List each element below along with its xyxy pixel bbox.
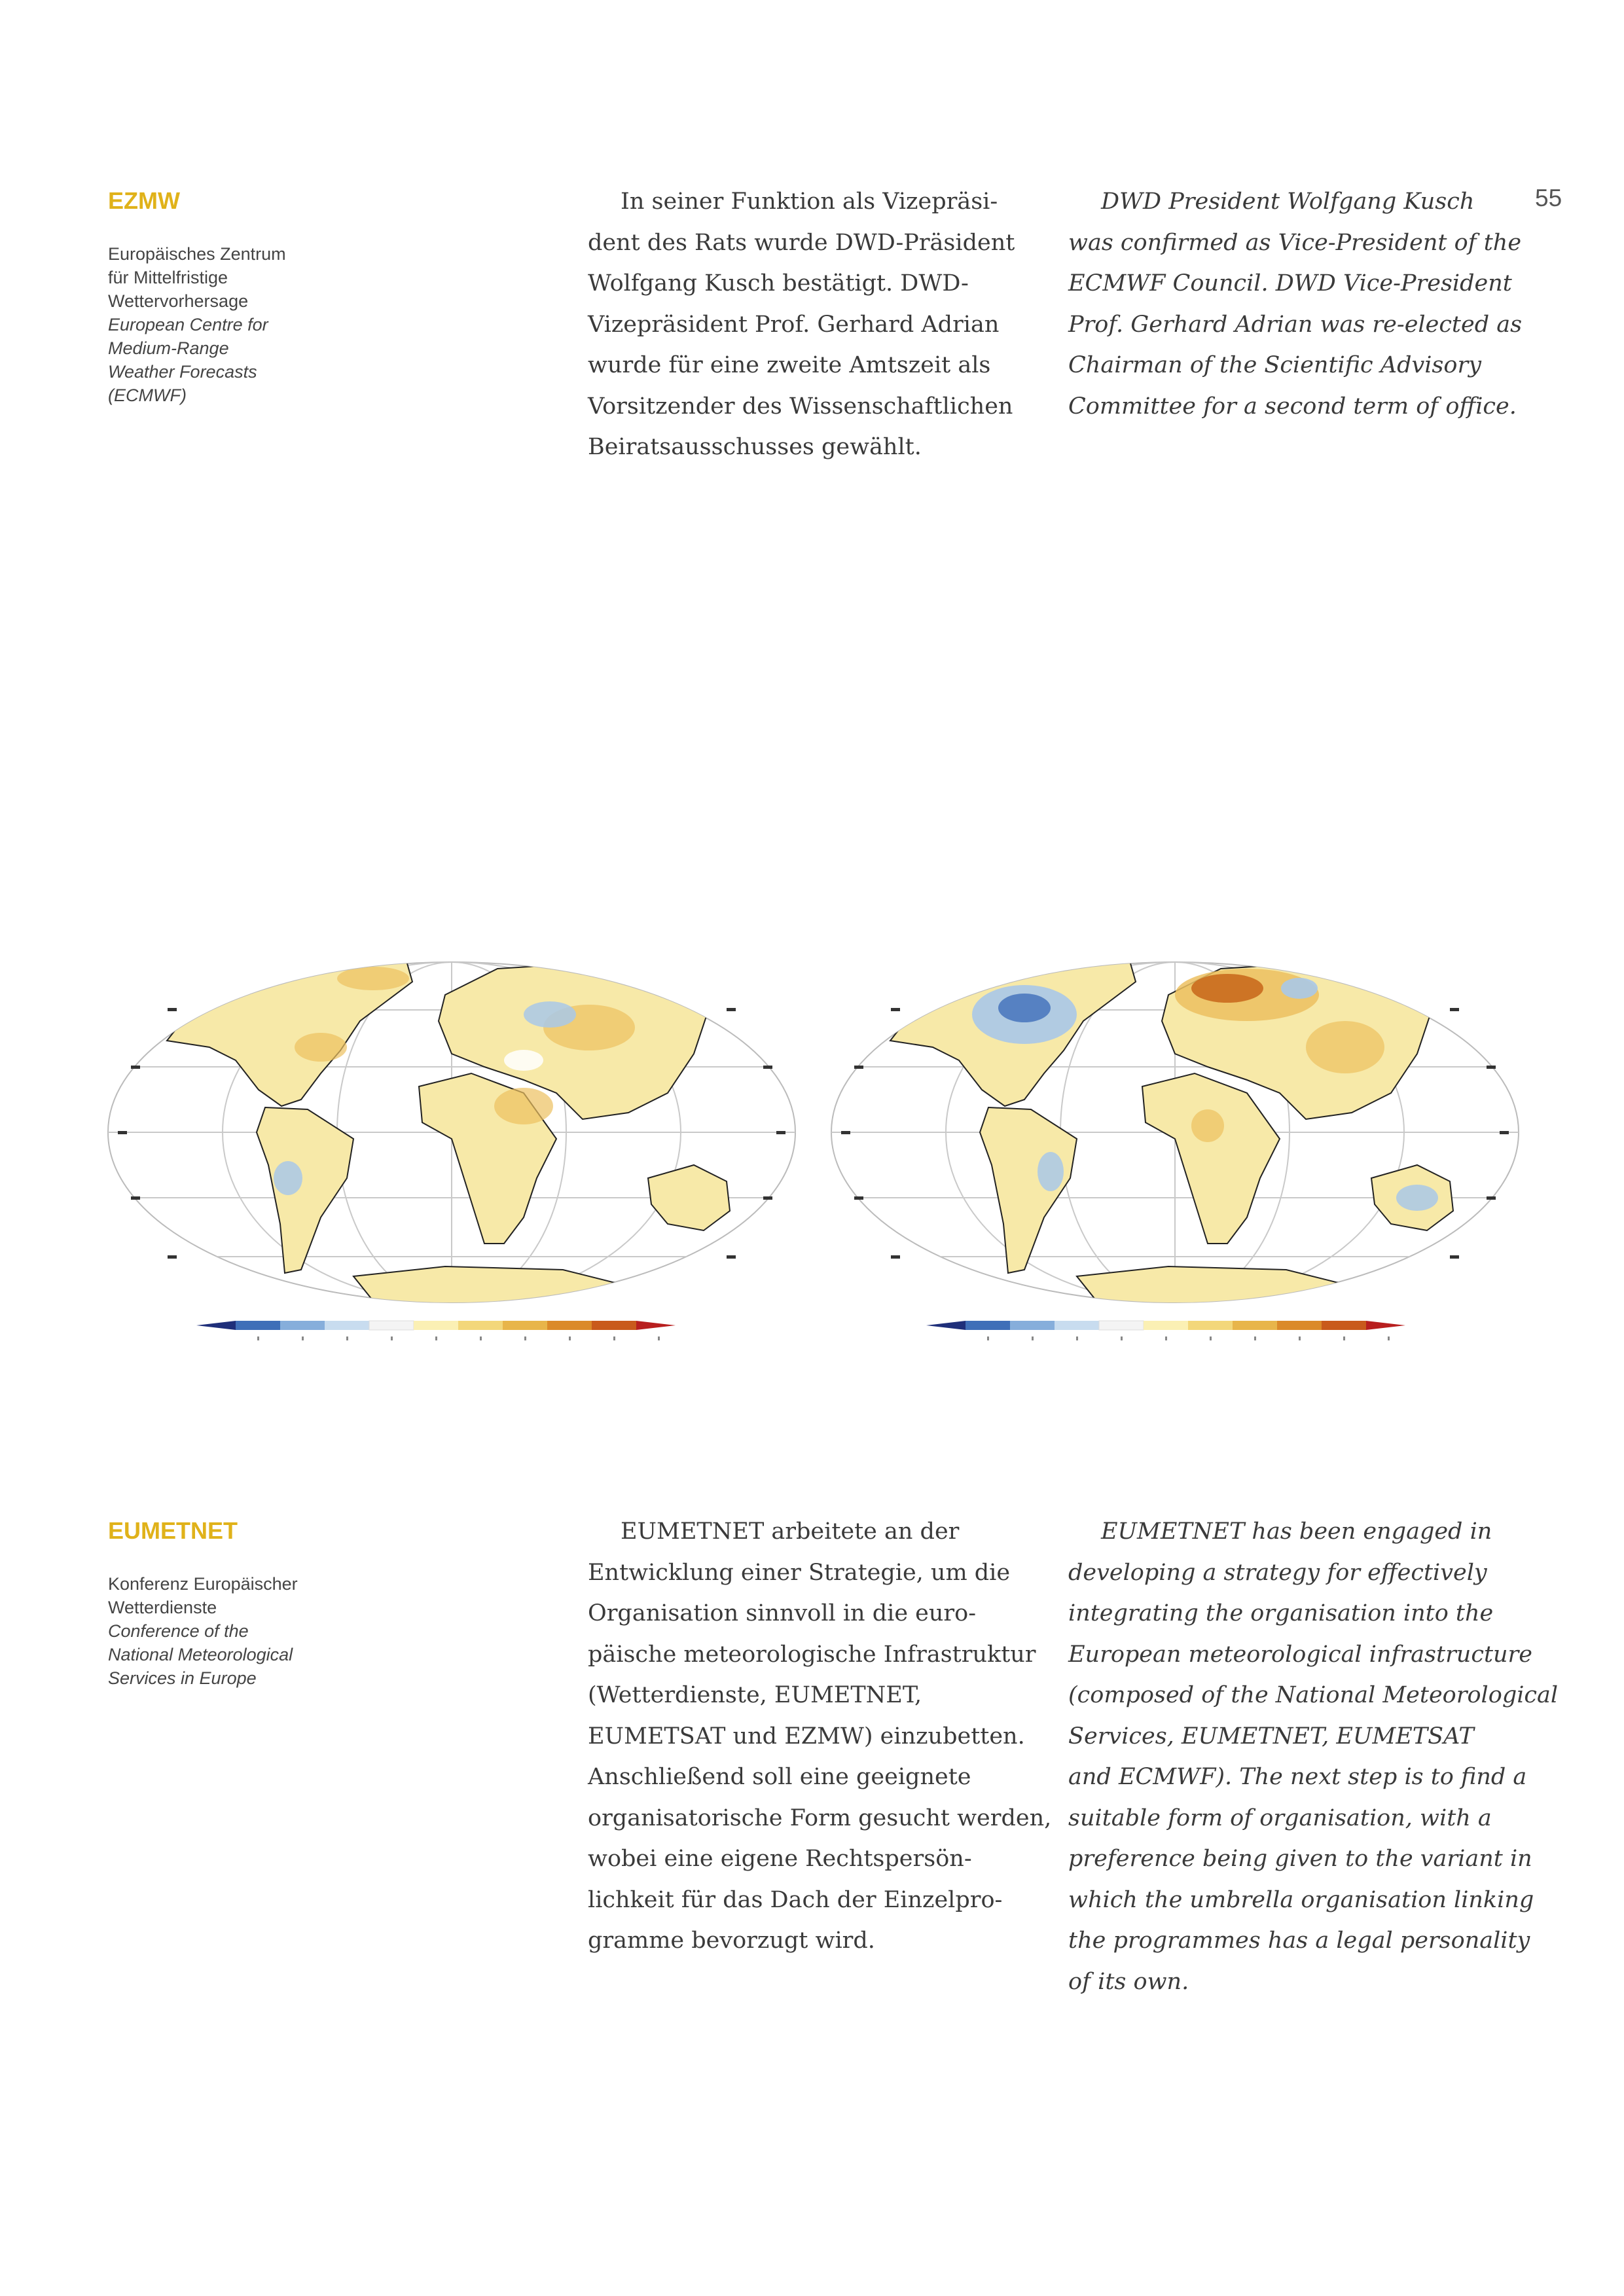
colorbar-swatch (1277, 1321, 1322, 1330)
colorbar-swatch (1188, 1321, 1233, 1330)
warm-anomaly (337, 967, 409, 990)
text-line: lichkeit für das Dach der Einzelpro- (588, 1886, 1003, 1913)
colorbar-swatch (503, 1321, 547, 1330)
text-line: organisatorische Form gesucht werden, (588, 1804, 1052, 1831)
section-heading-ezmw: EZMW (108, 187, 180, 214)
sidebar-line: Europäisches Zentrum (108, 244, 286, 264)
antarctica (1077, 1266, 1339, 1309)
colorbar (926, 1321, 1405, 1340)
colorbar-swatch (1010, 1321, 1055, 1330)
sidebar-ezmw (108, 187, 383, 407)
sidebar-line: European Centre for (108, 315, 268, 334)
colorbar-swatch (1233, 1321, 1277, 1330)
body-text-en-eumetnet (1068, 1511, 1559, 2002)
warm-anomaly (295, 1033, 347, 1062)
colorbar-swatch (369, 1321, 414, 1330)
cold-anomaly (1396, 1185, 1438, 1211)
colorbar-arrow-left (196, 1321, 236, 1330)
text-line: Wolfgang Kusch bestätigt. DWD- (588, 270, 969, 296)
sidebar-line: Conference of the (108, 1621, 249, 1641)
sidebar-eumetnet (108, 1517, 409, 1690)
text-line: EUMETSAT und EZMW) einzubetten. (588, 1723, 1025, 1749)
world-map-right (828, 942, 1522, 1345)
colorbar-swatch (280, 1321, 325, 1330)
warm-anomaly (1306, 1021, 1384, 1073)
text-line: (composed of the National Meteorological (1068, 1682, 1559, 1708)
text-line: Vizepräsident Prof. Gerhard Adrian (588, 311, 1000, 338)
cold-anomaly (524, 1001, 576, 1028)
text-line: päische meteorologische Infrastruktur (588, 1641, 1036, 1668)
text-line: Entwicklung einer Strategie, um die (588, 1559, 1011, 1586)
cold-anomaly (1038, 1152, 1064, 1191)
text-line: (Wetterdienste, EUMETNET, (588, 1682, 922, 1708)
sidebar-line: (ECMWF) (108, 386, 187, 405)
sidebar-description-de (108, 1572, 409, 1619)
text-line: Beiratsausschusses gewählt. (588, 434, 922, 460)
sidebar-description-en (108, 1619, 409, 1690)
colorbar-swatch (1322, 1321, 1366, 1330)
warm-anomaly (1191, 1109, 1224, 1142)
text-line: the programmes has a legal personality (1068, 1928, 1530, 1954)
text-line: of its own. (1068, 1968, 1189, 1995)
antarctica (353, 1266, 615, 1309)
sidebar-line: Wettervorhersage (108, 291, 249, 311)
colorbar (196, 1321, 676, 1340)
sidebar-line: Medium-Range (108, 338, 229, 358)
colorbar-swatch (1099, 1321, 1144, 1330)
text-line: DWD President Wolfgang Kusch (1101, 188, 1475, 215)
colorbar-swatch (1144, 1321, 1188, 1330)
body-text-en-ezmw (1068, 181, 1526, 427)
text-line: Chairman of the Scientific Advisory (1068, 352, 1481, 378)
colorbar-swatch (236, 1321, 280, 1330)
body-text-de-eumetnet (588, 1511, 1066, 1962)
section-heading-eumetnet: EUMETNET (108, 1517, 238, 1544)
text-line: Prof. Gerhard Adrian was re-elected as (1068, 311, 1523, 338)
text-line: Committee for a second term of office. (1068, 393, 1517, 420)
colorbar-swatch (547, 1321, 592, 1330)
text-line: EUMETNET arbeitete an der (621, 1518, 960, 1545)
sidebar-line: Konferenz Europäischer (108, 1574, 298, 1594)
sidebar-line: Services in Europe (108, 1668, 257, 1688)
sidebar-description-de (108, 242, 383, 313)
text-line: wurde für eine zweite Amtszeit als (588, 352, 991, 378)
colorbar-arrow-left (926, 1321, 965, 1330)
text-line: Vorsitzender des Wissenschaftlichen (588, 393, 1013, 420)
warm-anomaly (494, 1088, 553, 1124)
text-line: developing a strategy for effectively (1068, 1559, 1487, 1586)
world-map-left-svg (105, 942, 799, 1345)
colorbar-swatch (325, 1321, 369, 1330)
text-line: dent des Rats wurde DWD-Präsident (588, 229, 1015, 256)
strong-warm-anomaly (1191, 974, 1263, 1003)
text-line: Organisation sinnvoll in die euro- (588, 1600, 977, 1626)
text-line: gramme bevorzugt wird. (588, 1928, 875, 1954)
neutral-region (504, 1050, 543, 1071)
text-line: In seiner Funktion als Vizepräsi- (621, 188, 998, 215)
colorbar-swatch (965, 1321, 1010, 1330)
colorbar-swatch (414, 1321, 458, 1330)
text-line: Anschließend soll eine geeignete (588, 1764, 971, 1790)
text-line: European meteorological infrastructure (1068, 1641, 1532, 1668)
sidebar-line: National Meteorological (108, 1645, 293, 1664)
sidebar-description-en (108, 313, 383, 407)
text-line: Services, EUMETNET, EUMETSAT (1068, 1723, 1474, 1749)
world-map-left (105, 942, 799, 1345)
text-line: wobei eine eigene Rechtspersön- (588, 1846, 972, 1872)
text-line: ECMWF Council. DWD Vice-President (1068, 270, 1512, 296)
text-line: which the umbrella organisation linking (1068, 1886, 1534, 1913)
sidebar-line: für Mittelfristige (108, 268, 228, 287)
body-text-de-ezmw (588, 181, 1066, 468)
colorbar-arrow-right (636, 1321, 676, 1330)
colorbar-swatch (458, 1321, 503, 1330)
cold-anomaly (274, 1161, 302, 1195)
page-number: 55 (1535, 185, 1562, 211)
text-line: integrating the organisation into the (1068, 1600, 1494, 1626)
sidebar-line: Wetterdienste (108, 1598, 217, 1617)
text-line: was confirmed as Vice-President of the (1068, 229, 1522, 256)
colorbar-swatch (592, 1321, 636, 1330)
colorbar-arrow-right (1366, 1321, 1405, 1330)
colorbar-swatch (1055, 1321, 1099, 1330)
strong-cold-anomaly (998, 994, 1051, 1022)
cold-anomaly (1281, 978, 1318, 999)
text-line: preference being given to the variant in (1068, 1846, 1532, 1872)
text-line: suitable form of organisation, with a (1068, 1804, 1492, 1831)
sidebar-line: Weather Forecasts (108, 362, 257, 382)
text-line: and ECMWF). The next step is to find a (1068, 1764, 1527, 1790)
text-line: EUMETNET has been engaged in (1101, 1518, 1492, 1545)
world-map-right-svg (828, 942, 1522, 1345)
